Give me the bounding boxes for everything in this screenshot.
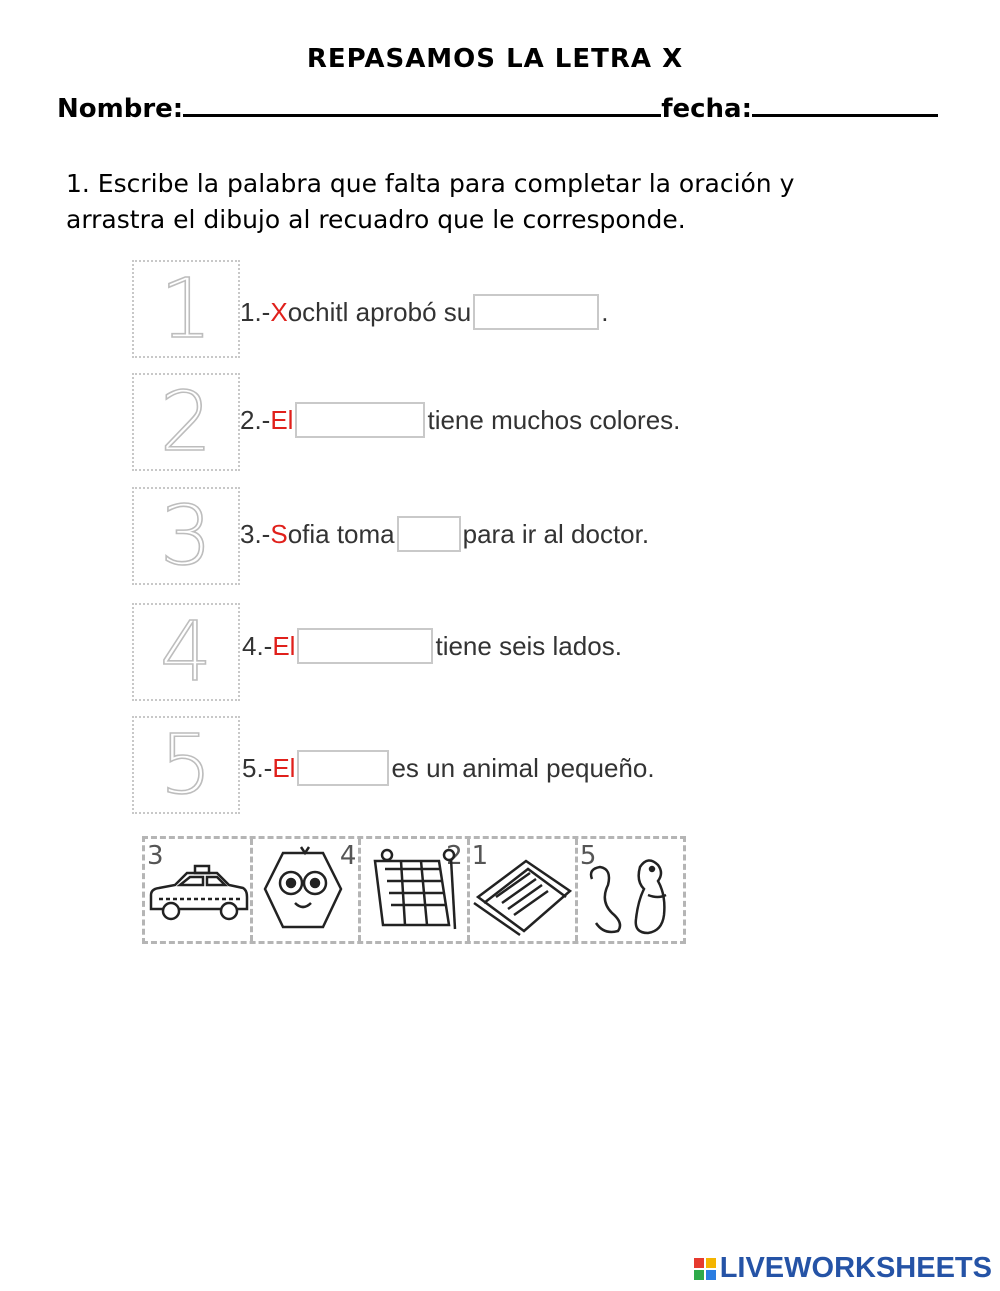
drop-box-5[interactable] (132, 716, 240, 814)
brand-name: LIVEWORKSHEETS (719, 1252, 992, 1284)
exam-papers-icon (470, 839, 576, 941)
drop-box-2[interactable] (132, 373, 240, 471)
picture-strip (142, 836, 686, 944)
box-number: 4 (159, 604, 213, 700)
sentence-red-letter: S (270, 518, 288, 549)
sentence-prefix: 2.- (240, 404, 271, 435)
sentence-1 (240, 294, 608, 330)
box-number: 1 (159, 261, 213, 357)
xylophone-icon (361, 839, 467, 941)
name-field[interactable] (183, 90, 661, 117)
logo-blocks-icon (694, 1258, 716, 1280)
answer-input-1[interactable] (473, 294, 599, 330)
draggable-hexagon[interactable] (253, 839, 361, 941)
sentence-red-letter: El (272, 752, 296, 783)
sentence-prefix: 5.- (242, 752, 273, 783)
sentence-text-after: es un animal pequeño. (391, 752, 655, 783)
sentence-text-after: tiene seis lados. (435, 630, 622, 661)
draggable-squirrel[interactable] (578, 839, 683, 941)
sentence-2 (240, 402, 680, 438)
sentence-3 (240, 516, 649, 552)
squirrel-icon (578, 839, 684, 941)
sentence-red-letter: El (272, 630, 296, 661)
sentence-text-after: para ir al doctor. (462, 518, 650, 549)
sentence-4 (242, 628, 622, 664)
sentence-prefix: 1.- (240, 296, 271, 327)
hexagon-character-icon (253, 839, 359, 941)
sentence-text-after: tiene muchos colores. (427, 404, 681, 435)
picture-number: 3 (147, 841, 164, 871)
sentence-prefix: 4.- (242, 630, 273, 661)
page-title: REPASAMOS LA LETRA X (306, 44, 684, 74)
name-label: Nombre: (57, 94, 184, 124)
name-date-line (57, 90, 938, 124)
date-field[interactable] (752, 90, 938, 117)
draggable-exam-papers[interactable] (470, 839, 578, 941)
drop-box-3[interactable] (132, 487, 240, 585)
sentence-text-before: ofia toma (287, 518, 395, 549)
box-number: 5 (159, 717, 213, 813)
picture-number: 2 (446, 841, 463, 871)
date-label: fecha: (661, 94, 752, 124)
picture-number: 4 (339, 841, 357, 871)
answer-input-5[interactable] (297, 750, 389, 786)
draggable-xylophone[interactable] (361, 839, 469, 941)
sentence-text-after: . (601, 296, 609, 327)
drop-box-1[interactable] (132, 260, 240, 358)
draggable-taxi[interactable] (145, 839, 253, 941)
drop-box-4[interactable] (132, 603, 240, 701)
liveworksheets-logo (694, 1252, 992, 1285)
taxi-icon (145, 839, 251, 941)
answer-input-4[interactable] (297, 628, 433, 664)
sentence-prefix: 3.- (240, 518, 271, 549)
picture-number: 5 (579, 841, 597, 871)
box-number: 2 (159, 374, 213, 470)
sentence-red-letter: X (270, 296, 288, 327)
answer-input-3[interactable] (397, 516, 461, 552)
instructions: 1. Escribe la palabra que falta para completar la oración y arrastra el dibujo al recuadro que le corresponde. (66, 169, 795, 234)
sentence-5 (242, 750, 655, 786)
answer-input-2[interactable] (295, 402, 425, 438)
sentence-red-letter: El (270, 404, 294, 435)
picture-number: 1 (471, 841, 489, 871)
box-number: 3 (159, 488, 213, 584)
sentence-text-before: ochitl aprobó su (287, 296, 472, 327)
